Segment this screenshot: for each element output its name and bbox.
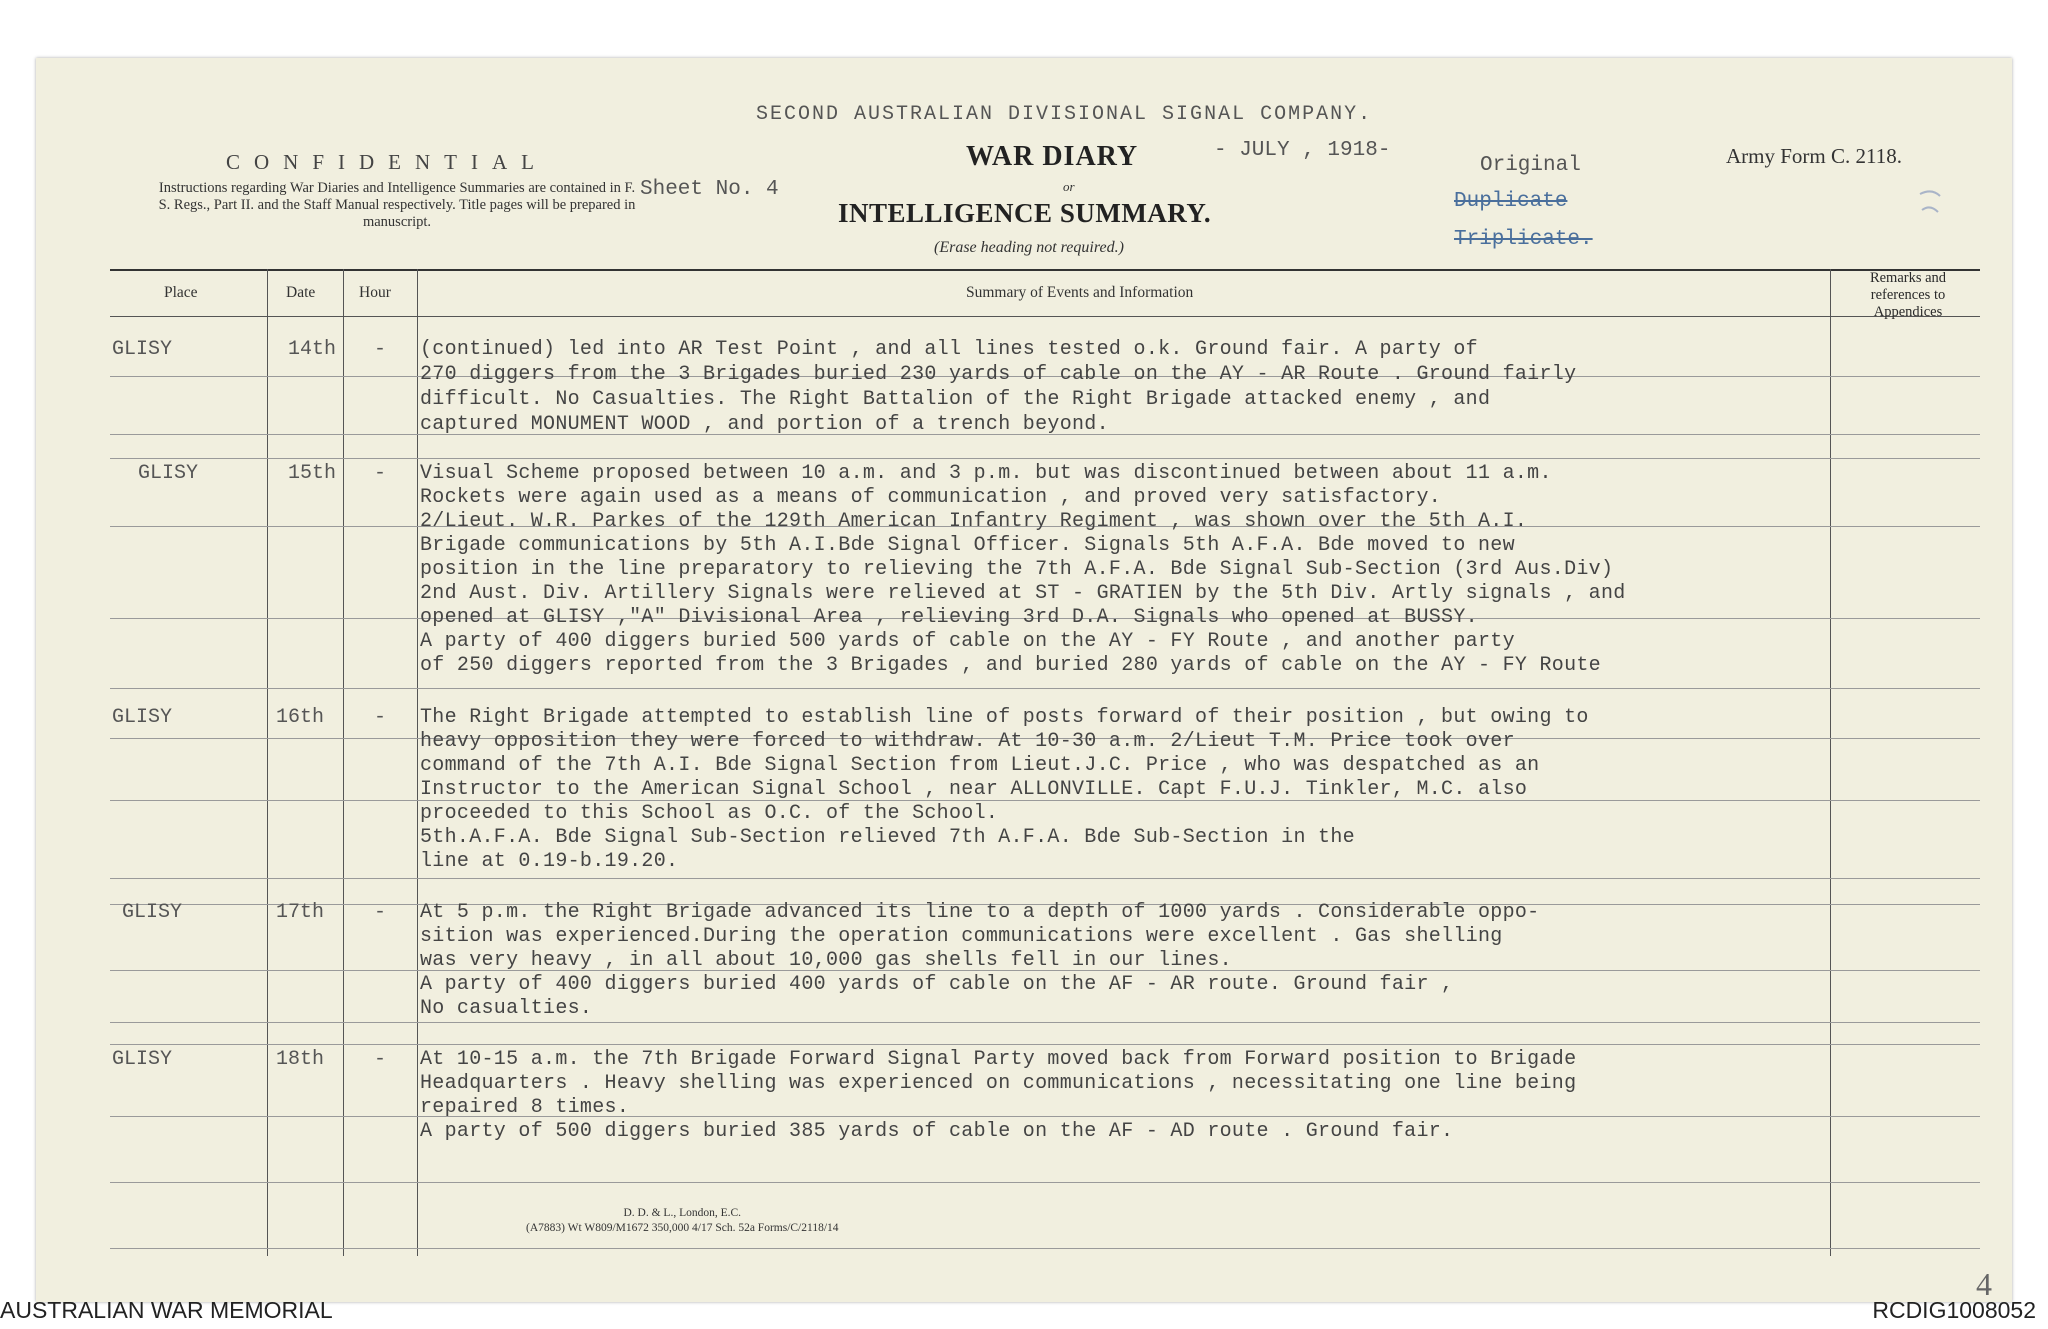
entry-line: heavy opposition they were forced to withdraw. At 10-30 a.m. 2/Lieut T.M. Price took over: [420, 730, 1515, 753]
ruled-line: [110, 1022, 1980, 1023]
ruled-line: [110, 1044, 1980, 1045]
entry-date: 18th: [276, 1048, 325, 1071]
col-divider-hour: [417, 269, 418, 1256]
col-header-date: Date: [286, 284, 316, 301]
ruled-line: [110, 1248, 1980, 1249]
entry-date: 15th: [288, 462, 337, 485]
entry-line: The Right Brigade attempted to establish line of posts forward of their position , but owing to: [420, 706, 1589, 729]
archive-id: RCDIG1008052: [1872, 1297, 2036, 1323]
war-diary-title: WAR DIARY: [966, 141, 1139, 172]
entry-line: A party of 400 diggers buried 400 yards of cable on the AF - AR route. Ground fair ,: [420, 973, 1454, 996]
copy-triplicate-struck: Triplicate.: [1454, 228, 1593, 251]
diary-date: - JULY , 1918-: [1214, 139, 1391, 162]
ruled-line: [110, 1182, 1980, 1183]
unit-name: SECOND AUSTRALIAN DIVISIONAL SIGNAL COMPANY.: [756, 103, 1373, 126]
entry-line: 2nd Aust. Div. Artillery Signals were relieved at ST - GRATIEN by the 5th Div. Artly signals , and: [420, 582, 1626, 605]
entry-line: No casualties.: [420, 997, 593, 1020]
entry-line: of 250 diggers reported from the 3 Brigades , and buried 280 yards of cable on the AY - FY Route: [420, 654, 1601, 677]
entry-line: command of the 7th A.I. Bde Signal Section from Lieut.J.C. Price , who was despatched as an: [420, 754, 1540, 777]
entry-line: repaired 8 times.: [420, 1096, 630, 1119]
pencil-mark: [1916, 186, 1946, 231]
entry-place: GLISY: [122, 901, 183, 924]
printer-line-1: D. D. & L., London, E.C.: [623, 1207, 742, 1219]
erase-note: (Erase heading not required.): [934, 239, 1124, 256]
entry-hour: -: [374, 338, 387, 361]
entry-line: Brigade communications by 5th A.I.Bde Signal Officer. Signals 5th A.F.A. Bde moved to new: [420, 534, 1515, 557]
entry-line: opened at GLISY ,"A" Divisional Area , relieving 3rd D.A. Signals who opened at BUSSY.: [420, 606, 1478, 629]
ruled-line: [110, 878, 1980, 879]
entry-hour: -: [374, 462, 387, 485]
entry-line: (continued) led into AR Test Point , and all lines tested o.k. Ground fair. A party of: [420, 338, 1478, 361]
entry-line: 270 diggers from the 3 Brigades buried 230 yards of cable on the AY - AR Route . Ground fairly: [420, 363, 1577, 386]
table-top-rule: [110, 269, 1980, 271]
entry-line: Visual Scheme proposed between 10 a.m. and 3 p.m. but was discontinued between about 11 a.m.: [420, 462, 1552, 485]
confidential-label: CONFIDENTIAL: [226, 150, 548, 174]
entry-line: sition was experienced.During the operation communications were excellent . Gas shelling: [420, 925, 1503, 948]
entry-line: 2/Lieut. W.R. Parkes of the 129th American Infantry Regiment , was shown over the 5th A.I.: [420, 510, 1528, 533]
entry-hour: -: [374, 706, 387, 729]
col-header-place: Place: [164, 284, 198, 301]
entry-line: Instructor to the American Signal School , near ALLONVILLE. Capt F.U.J. Tinkler, M.C. also: [420, 778, 1528, 801]
entry-place: GLISY: [112, 1048, 173, 1071]
entry-line: difficult. No Casualties. The Right Battalion of the Right Brigade attacked enemy , and: [420, 388, 1491, 411]
col-header-summary: Summary of Events and Information: [966, 284, 1194, 301]
ruled-line: [110, 1116, 1980, 1117]
entry-line: A party of 400 diggers buried 500 yards of cable on the AY - FY Route , and another party: [420, 630, 1515, 653]
copy-original: Original: [1480, 154, 1581, 177]
table-header-rule: [110, 316, 1980, 317]
entry-line: proceeded to this School as O.C. of the School.: [420, 802, 999, 825]
entry-place: GLISY: [138, 462, 199, 485]
col-header-remarks: Remarks and references to Appendices: [1869, 270, 1947, 320]
archive-credit: AUSTRALIAN WAR MEMORIAL: [0, 1297, 333, 1323]
entry-line: captured MONUMENT WOOD , and portion of a trench beyond.: [420, 413, 1109, 436]
col-header-hour: Hour: [359, 284, 391, 301]
printer-line-2: (A7883) Wt W809/M1672 350,000 4/17 Sch. 52a Forms/C/2118/14: [526, 1222, 839, 1234]
entry-date: 17th: [276, 901, 325, 924]
entry-line: 5th.A.F.A. Bde Signal Sub-Section relieved 7th A.F.A. Bde Sub-Section in the: [420, 826, 1355, 849]
printer-imprint: [526, 1206, 839, 1236]
entry-place: GLISY: [112, 706, 173, 729]
army-form-number: Army Form C. 2118.: [1726, 144, 1902, 168]
col-divider-place: [267, 269, 268, 1256]
instructions-text: Instructions regarding War Diaries and Intelligence Summaries are contained in F. S. Regs., Part II. and the Staff Manual respectively. Title pages will be prepared in manuscript.: [158, 180, 636, 230]
entry-line: position in the line preparatory to relieving the 7th A.F.A. Bde Signal Sub-Section (3rd Aus.Div): [420, 558, 1614, 581]
copy-duplicate-struck: Duplicate: [1454, 190, 1568, 213]
col-divider-remarks: [1830, 269, 1831, 1256]
entry-place: GLISY: [112, 338, 173, 361]
entry-line: At 5 p.m. the Right Brigade advanced its line to a depth of 1000 yards . Considerable oppo-: [420, 901, 1540, 924]
entry-date: 16th: [276, 706, 325, 729]
entry-line: At 10-15 a.m. the 7th Brigade Forward Signal Party moved back from Forward position to Brigade: [420, 1048, 1577, 1071]
entry-date: 14th: [288, 338, 337, 361]
ruled-line: [110, 458, 1980, 459]
intelligence-summary-title: INTELLIGENCE SUMMARY.: [838, 198, 1212, 228]
entry-hour: -: [374, 901, 387, 924]
title-or: or: [1063, 179, 1075, 194]
col-divider-date: [343, 269, 344, 1256]
entry-line: Rockets were again used as a means of communication , and proved very satisfactory.: [420, 486, 1442, 509]
page-number-mark: 4: [1976, 1266, 1992, 1302]
entry-hour: -: [374, 1048, 387, 1071]
entry-line: line at 0.19-b.19.20.: [420, 850, 679, 873]
sheet-number: Sheet No. 4: [640, 178, 779, 201]
entry-line: was very heavy , in all about 10,000 gas shells fell in our lines.: [420, 949, 1232, 972]
war-diary-sheet: [36, 58, 2012, 1302]
entry-line: Headquarters . Heavy shelling was experienced on communications , necessitating one line being: [420, 1072, 1577, 1095]
ruled-line: [110, 688, 1980, 689]
entry-line: A party of 500 diggers buried 385 yards of cable on the AF - AD route . Ground fair.: [420, 1120, 1454, 1143]
